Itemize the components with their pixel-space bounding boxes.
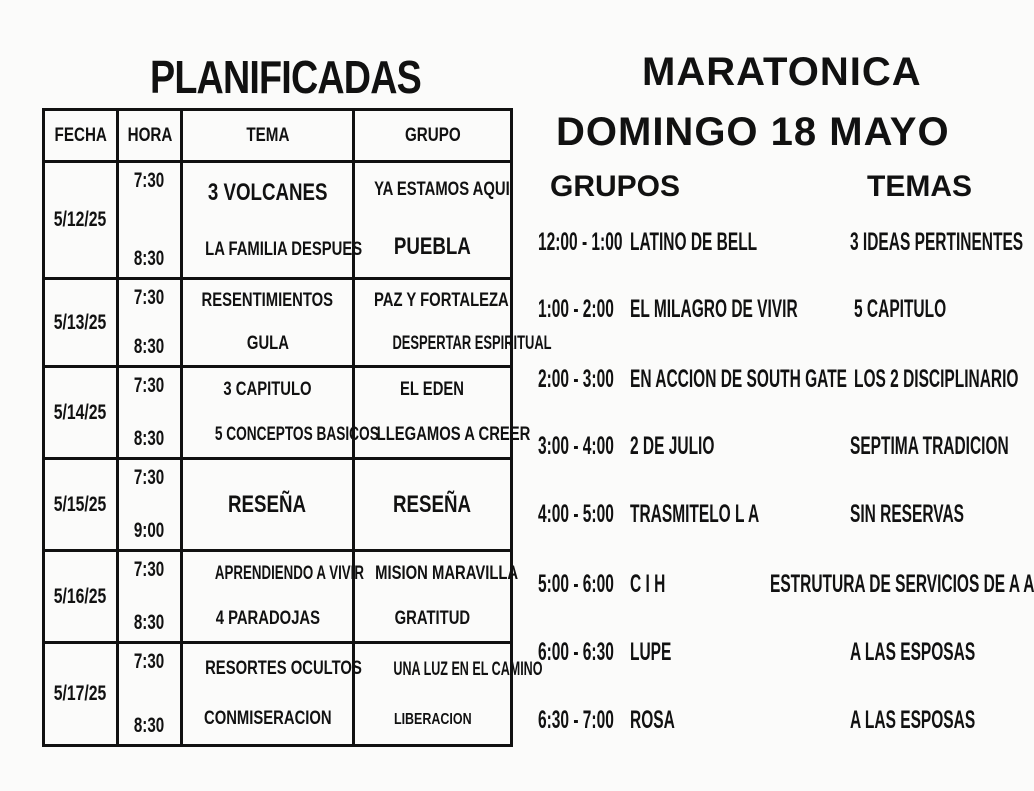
date-cell: 5/13/25: [44, 279, 118, 367]
slot-tema: A LAS ESPOSAS: [850, 706, 976, 734]
slot-grupo: ROSA: [630, 706, 675, 734]
list-item: [538, 500, 1018, 540]
header-hora: HORA: [118, 110, 182, 162]
time-cell: 7:30 8:30: [118, 162, 182, 279]
list-item: [538, 638, 1018, 678]
table-row: [44, 279, 512, 367]
list-item: [538, 706, 1018, 746]
tema-cell: 3 VOLCANES LA FAMILIA DESPUES: [182, 162, 354, 279]
slot-tema: 3 IDEAS PERTINENTES: [850, 228, 1024, 256]
slot-tema: SEPTIMA TRADICION: [850, 432, 1009, 460]
slot-tema: SIN RESERVAS: [850, 500, 964, 528]
table-row: [44, 459, 512, 551]
slot-tema: 5 CAPITULO: [854, 295, 947, 323]
header-tema: TEMA: [182, 110, 354, 162]
grupo-cell: PAZ Y FORTALEZA DESPERTAR ESPIRITUAL: [354, 279, 512, 367]
date-cell: 5/14/25: [44, 367, 118, 459]
header-grupo: GRUPO: [354, 110, 512, 162]
time-cell: 7:30 8:30: [118, 367, 182, 459]
grupo-cell: YA ESTAMOS AQUI PUEBLA: [354, 162, 512, 279]
slot-grupo: EN ACCION DE SOUTH GATE: [630, 365, 848, 393]
slot-grupo: TRASMITELO L A: [630, 500, 760, 528]
time-cell: 7:30 8:30: [118, 643, 182, 746]
list-item: [538, 295, 1018, 335]
slot-time: 6:30 - 7:00: [538, 706, 614, 734]
slot-grupo: LUPE: [630, 638, 672, 666]
table-row: [44, 367, 512, 459]
slot-time: 3:00 - 4:00: [538, 432, 614, 460]
grupo-cell: RESEÑA: [354, 459, 512, 551]
planificadas-table: [42, 108, 552, 747]
planificadas-title: PLANIFICADAS: [150, 51, 421, 103]
tema-cell: 3 CAPITULO 5 CONCEPTOS BASICOS: [182, 367, 354, 459]
column-header-temas: TEMAS: [867, 170, 972, 203]
list-item: [538, 365, 1018, 405]
tema-cell: RESENTIMIENTOS GULA: [182, 279, 354, 367]
slot-time: 2:00 - 3:00: [538, 365, 614, 393]
slot-grupo: EL MILAGRO DE VIVIR: [630, 295, 798, 323]
table-row: [44, 643, 512, 746]
date-cell: 5/12/25: [44, 162, 118, 279]
list-item: [538, 228, 1024, 268]
slot-time: 6:00 - 6:30: [538, 638, 614, 666]
maratonica-title: MARATONICA: [642, 50, 922, 94]
grupo-cell: MISION MARAVILLA GRATITUD: [354, 551, 512, 643]
tema-cell: APRENDIENDO A VIVIR 4 PARADOJAS: [182, 551, 354, 643]
maratonica-date: DOMINGO 18 MAYO: [556, 110, 950, 154]
table-row: [44, 162, 512, 279]
grupo-cell: UNA LUZ EN EL CAMINO LIBERACION: [354, 643, 512, 746]
slot-time: 1:00 - 2:00: [538, 295, 614, 323]
date-cell: 5/16/25: [44, 551, 118, 643]
slot-tema: A LAS ESPOSAS: [850, 638, 976, 666]
slot-time: 5:00 - 6:00: [538, 570, 614, 598]
slot-grupo: 2 DE JULIO: [630, 432, 715, 460]
date-cell: 5/15/25: [44, 459, 118, 551]
date-cell: 5/17/25: [44, 643, 118, 746]
time-cell: 7:30 9:00: [118, 459, 182, 551]
table-row: [44, 551, 512, 643]
header-fecha: FECHA: [44, 110, 118, 162]
slot-time: 12:00 - 1:00: [538, 228, 623, 256]
column-header-grupos: GRUPOS: [550, 170, 681, 203]
tema-cell: RESEÑA: [182, 459, 354, 551]
time-cell: 7:30 8:30: [118, 551, 182, 643]
list-item: [538, 432, 1018, 472]
slot-time: 4:00 - 5:00: [538, 500, 614, 528]
grupo-cell: EL EDEN LLEGAMOS A CREER: [354, 367, 512, 459]
time-cell: 7:30 8:30: [118, 279, 182, 367]
table-header-row: [44, 110, 512, 162]
tema-cell: RESORTES OCULTOS CONMISERACION: [182, 643, 354, 746]
slot-grupo: C I H: [630, 570, 666, 598]
slot-tema: ESTRUTURA DE SERVICIOS DE A A: [770, 570, 1034, 598]
list-item: [538, 570, 1034, 610]
slot-grupo: LATINO DE BELL: [630, 228, 758, 256]
slot-tema: LOS 2 DISCIPLINARIO: [854, 365, 1019, 393]
